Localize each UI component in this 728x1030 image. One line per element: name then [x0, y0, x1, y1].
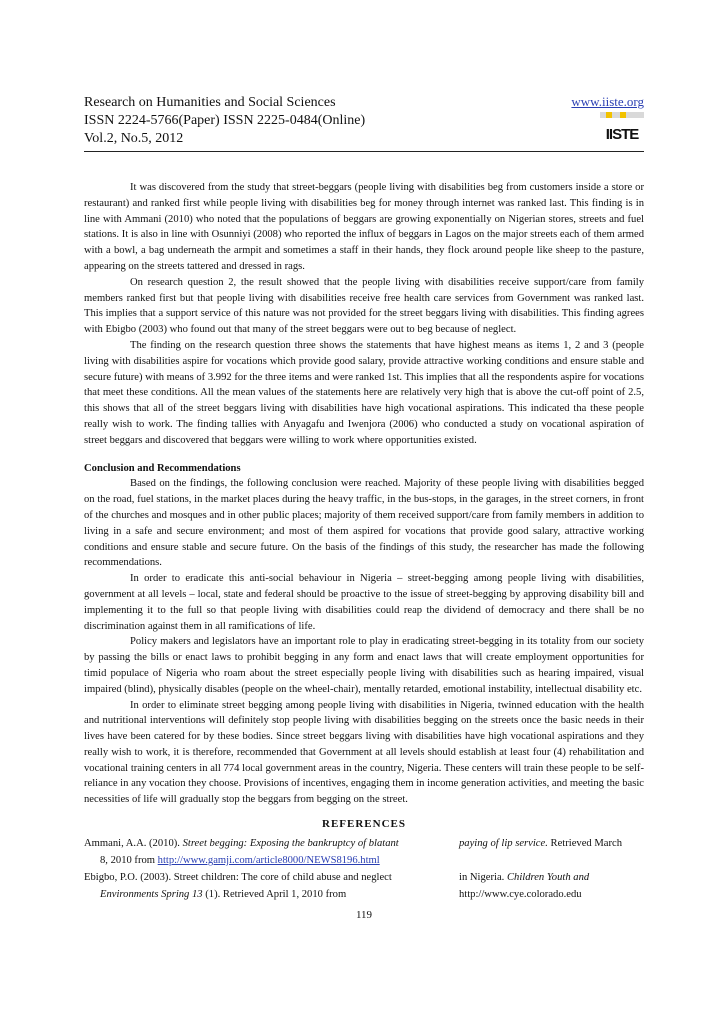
reference-date: 8, 2010 from: [100, 855, 158, 866]
header-divider: [84, 151, 644, 152]
article-body: [84, 180, 644, 808]
reference-ebigbo-cont: [459, 869, 645, 886]
svg-text:IISTE: IISTE: [605, 126, 639, 143]
discussion-paragraph-2: On research question 2, the result showed that the people living with disabilities receive support/care from family members ranked first but that people living with disabilities receive free health care services from Government was ranked last. This implies that a support service of this nature was not provided for the street beggars living with disabilities. This finding agrees with Ebigbo (2003) who found out that many of the street beggars were out to beg because of neglect.: [84, 276, 644, 336]
references-left-column: [84, 835, 446, 903]
reference-ammani-line1: [84, 835, 446, 852]
reference-ammani-cont: [459, 835, 645, 852]
conclusion-paragraph-3: Policy makers and legislators have an important role to play in eradicating street-begging in its totality from our society by passing the bills or enact laws to prohibit begging in any form and enact laws that will create employment opportunities for timid populace of Nigeria who roam about the street especially people living with disabilities such as hearing impaired, visual impaired (blind), physically disables (people on the wheel-chair), mentally retarded, emotional instability, intellectual disability etc.: [84, 636, 644, 695]
discussion-paragraph-3: The finding on the research question three shows the statements that have highest means as items 1, 2 and 3 (people living with disabilities aspire for vocations which provide good salary, provide attractive working conditions and ensure stable and secure future) with means of 3.992 for the three items and were ranked 1st. This implies that all the respondents aspire for vocations that meet these conditions. All the mean values of the statements here are relatively very high that is above the cut-off point of 2.5, this shows that all of the street beggars living with disabilities have high vocational aspirations. This indicated tha these people really wish to work. The finding tallies with Anyagafu and Iwenjora (2006) who conducted a study on vocational aspiration of street beggars and discovered that beggars were willing to work where opportunities existed.: [84, 339, 644, 446]
discussion-paragraph-1: It was discovered from the study that street-beggars (people living with disabilities beg from customers inside a store or restaurant) and ranked first while people living with disabilities beg for money through internet was ranked last. This finding is in line with Ammani (2010) who noted that the populations of beggars are growing exponentially on Nigerian stores, streets and fuel stations. It is also in line with Osunniyi (2008) who reported the influx of beggars in Lagos on the major streets each of them armed with a bowl, a bag underneath the armpit and sometimes a staff in their hands, they flock around people like sheep to the pasture, appearing on the streets tattered and dressed in rags.: [84, 182, 644, 272]
reference-journal: Environments Spring 13: [100, 889, 203, 900]
iiste-logo-icon: [600, 112, 644, 146]
references-right-column: [459, 835, 645, 903]
reference-title-cont-2: in Nigeria.: [459, 872, 507, 883]
reference-ebigbo-line2: [84, 886, 446, 903]
reference-ebigbo-url[interactable]: http://www.cye.colorado.edu: [459, 889, 582, 900]
reference-spacer: [459, 852, 645, 869]
page-header: [84, 94, 644, 148]
conclusion-paragraph-4: In order to eliminate street begging among people living with disabilities in Nigeria, twinned education with the health and nutritional interventions will definitely stop people living with disabilities begging on the streets once the basic needs in their lives have been catered for by these bodies. Since street beggars living with disabilities have high vocational aspirations and they really wish to work, it is therefore, recommended that Government at all levels should establish at least four (4) rehabilitation and vocational training centers in all 774 local government areas in the country, Nigeria. These centers will train these people to be self-reliance in any vocation they choose. Provisions of incentives, engaging them in income generation activities, and meeting the basic necessities of life will gradually stop the beggars from begging on the street.: [84, 699, 644, 806]
conclusion-paragraph-1: Based on the findings, the following conclusion were reached. Majority of these people living with disabilities begged on the road, fuel stations, in the market places during the heavy traffic, in the bus-stops, in the garages, in the street corners, in front of the churches and mosques and in other public places; majority of them received support/care from family members in addition to living in a safe and secure environment; and most of them aspired for vocations that provide good salary, attractive working conditions and ensure stable and secure future. On the basis of the findings of this study, the researcher has made the following recommendations.: [84, 478, 644, 569]
reference-title-cont: paying of lip service.: [459, 838, 548, 849]
reference-link[interactable]: http://www.gamji.com/article8000/NEWS8196.html: [157, 855, 380, 866]
conclusion-heading: Conclusion and Recommendations: [84, 462, 241, 474]
reference-journal-cont: Children Youth and: [506, 872, 590, 883]
reference-retrieved-cont: Retrieved March: [547, 838, 622, 849]
reference-ebigbo-line1: Ebigbo, P.O. (2003). Street children: The core of child abuse and neglect: [84, 872, 392, 883]
references-heading: REFERENCES: [322, 818, 406, 830]
journal-title: Research on Humanities and Social Sciences: [84, 95, 336, 110]
volume-line: Vol.2, No.5, 2012: [84, 131, 184, 146]
conclusion-paragraph-2: In order to eradicate this anti-social behaviour in Nigeria – street-begging among people living with disabilities, government at all levels – local, state and federal should be proactive to the issue of street-begging by approving disability bill and implementing it to the full so that people living with disabilities could reap the dividend of democracy and there shall be no discrimination against them in all ramifications of life.: [84, 573, 644, 632]
journal-url-link[interactable]: www.iiste.org: [571, 94, 644, 109]
reference-title: Street begging: Exposing the bankruptcy of blatant: [182, 838, 399, 849]
reference-author: Ammani, A.A. (2010).: [84, 838, 183, 849]
reference-retrieved: (1). Retrieved April 1, 2010 from: [202, 889, 347, 900]
issn-line: ISSN 2224-5766(Paper) ISSN 2225-0484(Online): [84, 113, 366, 128]
page-number: 119: [355, 909, 373, 921]
reference-ammani-line2: [84, 852, 446, 869]
